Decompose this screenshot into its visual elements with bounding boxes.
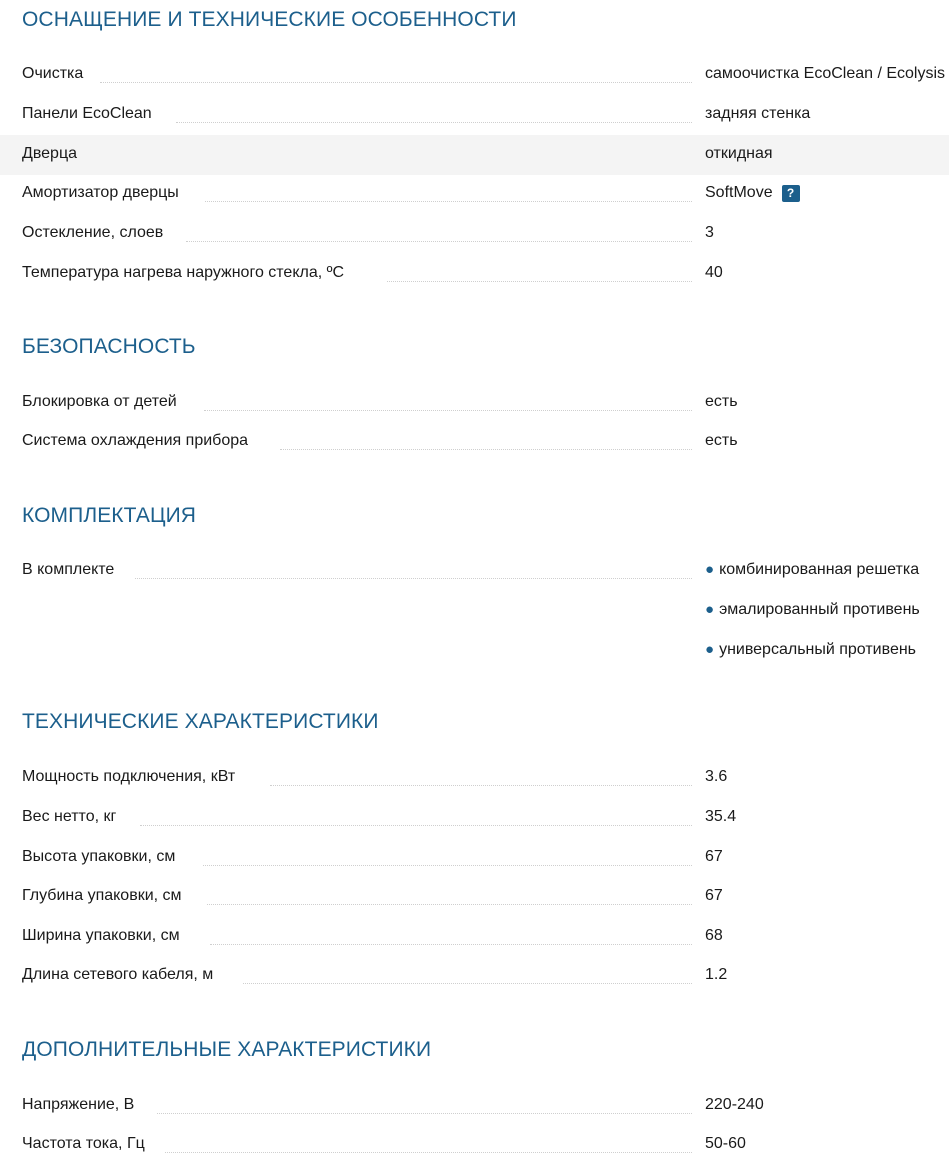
spec-label: Ширина упаковки, см <box>22 927 180 944</box>
spec-row-cooling-system <box>0 422 949 462</box>
dotted-leader <box>186 241 692 242</box>
spec-value-text: 35.4 <box>705 808 737 825</box>
section-title-package-contents: КОМПЛЕКТАЦИЯ <box>22 504 197 527</box>
spec-row-door-damper <box>0 174 949 214</box>
spec-label: Амортизатор дверцы <box>22 184 179 201</box>
spec-label: Частота тока, Гц <box>22 1135 145 1152</box>
spec-value <box>705 183 800 203</box>
spec-value <box>705 1095 764 1115</box>
spec-label: Очистка <box>22 65 84 82</box>
spec-label: Высота упаковки, см <box>22 848 176 865</box>
section-title-technical-specs: ТЕХНИЧЕСКИЕ ХАРАКТЕРИСТИКИ <box>22 710 379 733</box>
spec-row-child-lock <box>0 383 949 423</box>
list-item <box>705 551 920 591</box>
dotted-leader <box>210 944 692 945</box>
spec-value-text: 1.2 <box>705 966 728 983</box>
section-title-equipment: ОСНАЩЕНИЕ И ТЕХНИЧЕСКИЕ ОСОБЕННОСТИ <box>22 8 517 31</box>
spec-row-door <box>0 135 949 175</box>
spec-value-text: самоочистка EcoClean / Ecolysis <box>705 65 946 82</box>
spec-value-text: 3 <box>705 224 714 241</box>
dotted-leader <box>157 1113 692 1114</box>
spec-value <box>705 263 723 283</box>
spec-label: Остекление, слоев <box>22 224 164 241</box>
section-title-additional-specs: ДОПОЛНИТЕЛЬНЫЕ ХАРАКТЕРИСТИКИ <box>22 1038 432 1061</box>
list-item <box>705 591 920 631</box>
bullet-dot-icon: ● <box>705 601 715 618</box>
spec-value <box>705 223 714 243</box>
dotted-leader <box>165 1152 692 1153</box>
dotted-leader <box>204 410 692 411</box>
dotted-leader <box>203 865 692 866</box>
spec-label: Панели EcoClean <box>22 105 152 122</box>
spec-value <box>705 807 736 827</box>
spec-label: Дверца <box>22 145 78 162</box>
spec-label: Температура нагрева наружного стекла, ºС <box>22 264 345 281</box>
dotted-leader <box>176 122 692 123</box>
spec-value <box>705 886 723 906</box>
included-items-list <box>705 551 920 671</box>
spec-row-package-height <box>0 838 949 878</box>
spec-value <box>705 64 945 84</box>
spec-value-text: 67 <box>705 887 723 904</box>
spec-label: Глубина упаковки, см <box>22 887 182 904</box>
spec-value-text: 50-60 <box>705 1135 746 1152</box>
spec-value <box>705 392 738 412</box>
bullet-dot-icon: ● <box>705 641 715 658</box>
spec-value <box>705 926 723 946</box>
spec-value <box>705 965 727 985</box>
question-help-icon[interactable]: ? <box>782 185 800 202</box>
spec-value-text: SoftMove <box>705 184 773 201</box>
spec-row-frequency <box>0 1125 949 1165</box>
list-item <box>705 631 920 671</box>
spec-value-text: есть <box>705 432 738 449</box>
dotted-leader <box>280 449 692 450</box>
spec-row-net-weight <box>0 798 949 838</box>
spec-row-cleaning <box>0 55 949 95</box>
bullet-dot-icon: ● <box>705 561 715 578</box>
spec-value <box>705 767 727 787</box>
list-item-text: эмалированный противень <box>719 601 920 618</box>
spec-value <box>705 1134 746 1154</box>
spec-value-text: задняя стенка <box>705 105 811 122</box>
dotted-leader <box>207 904 692 905</box>
spec-label: Длина сетевого кабеля, м <box>22 966 214 983</box>
section-title-safety: БЕЗОПАСНОСТЬ <box>22 335 196 358</box>
spec-value-text: 68 <box>705 927 723 944</box>
spec-label: В комплекте <box>22 561 115 578</box>
spec-label: Блокировка от детей <box>22 393 177 410</box>
list-item-text: комбинированная решетка <box>719 561 920 578</box>
dotted-leader <box>205 201 692 202</box>
spec-label: Мощность подключения, кВт <box>22 768 236 785</box>
spec-value-text: 40 <box>705 264 723 281</box>
spec-value <box>705 144 773 164</box>
spec-row-package-width <box>0 917 949 957</box>
dotted-leader <box>270 785 692 786</box>
dotted-leader <box>135 578 692 579</box>
spec-row-cable-length <box>0 956 949 996</box>
spec-row-power <box>0 758 949 798</box>
spec-value-text: 220-240 <box>705 1096 764 1113</box>
spec-value <box>705 847 723 867</box>
dotted-leader <box>243 983 692 984</box>
list-item-text: универсальный противень <box>719 641 917 658</box>
spec-row-voltage <box>0 1086 949 1126</box>
spec-value <box>705 104 810 124</box>
spec-value <box>705 431 738 451</box>
spec-value-text: 67 <box>705 848 723 865</box>
spec-value-text: 3.6 <box>705 768 728 785</box>
dotted-leader <box>387 281 692 282</box>
spec-label: Система охлаждения прибора <box>22 432 249 449</box>
spec-row-glazing-layers <box>0 214 949 254</box>
spec-label: Напряжение, В <box>22 1096 135 1113</box>
spec-value-text: откидная <box>705 145 773 162</box>
spec-row-package-depth <box>0 877 949 917</box>
dotted-leader <box>140 825 692 826</box>
spec-row-ecoclean-panels <box>0 95 949 135</box>
dotted-leader <box>100 82 692 83</box>
spec-row-outer-glass-temp <box>0 254 949 294</box>
spec-value-text: есть <box>705 393 738 410</box>
spec-label: Вес нетто, кг <box>22 808 117 825</box>
